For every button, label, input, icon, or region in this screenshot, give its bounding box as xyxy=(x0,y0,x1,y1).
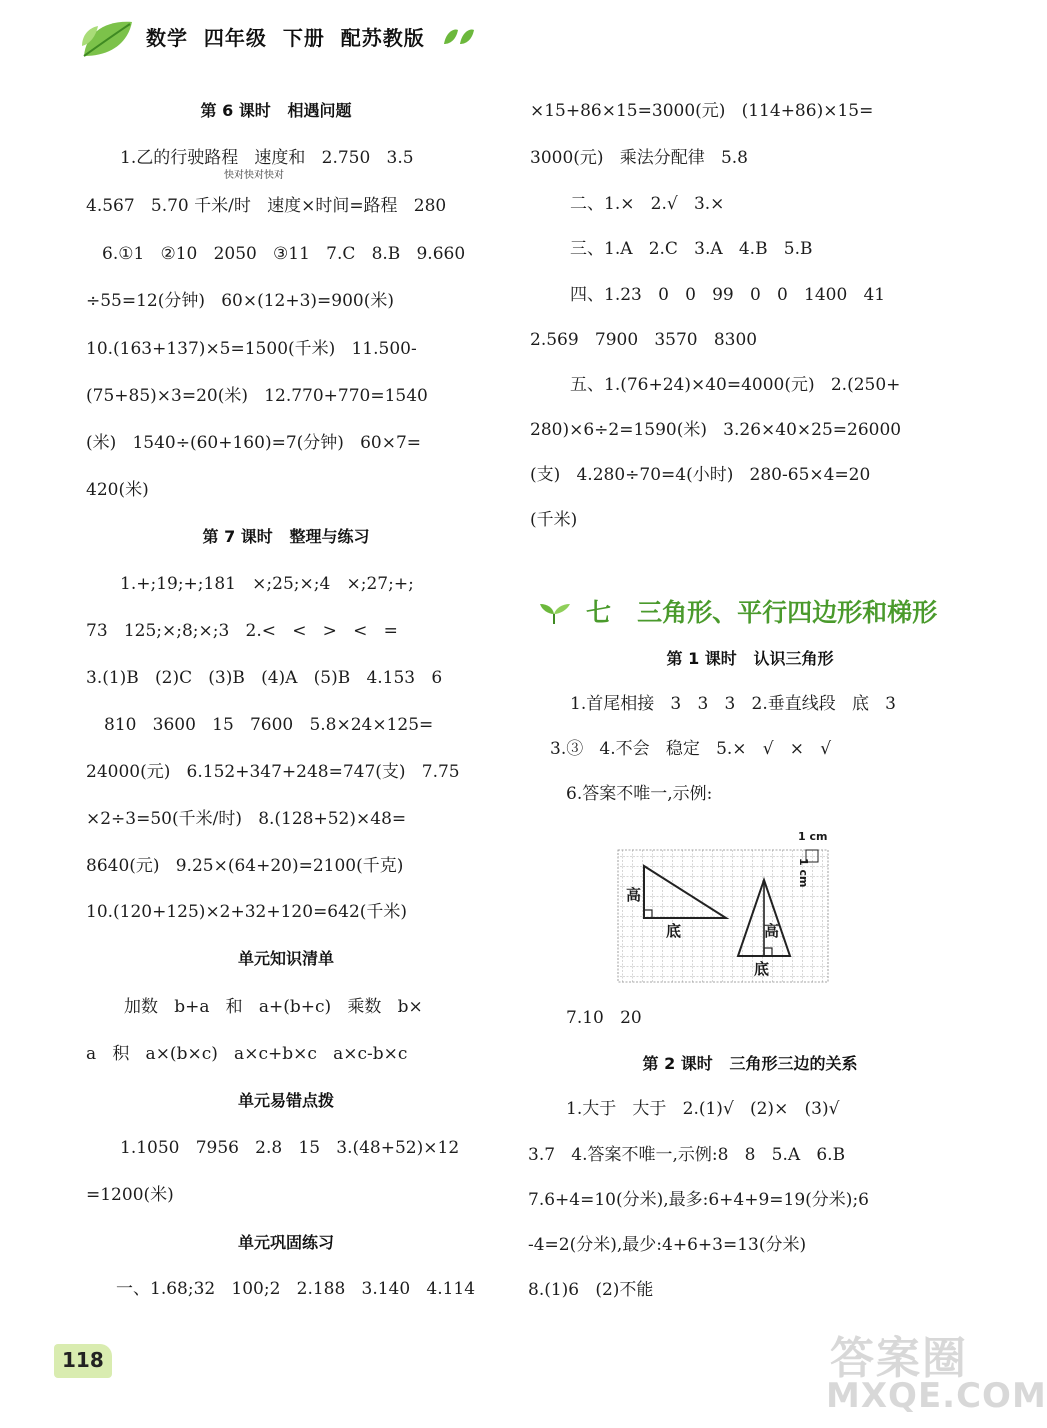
answer-line: 7.6+4=10(分米),最多:6+4+9=19(分米);6 xyxy=(528,1190,869,1210)
knowledge-heading: 单元知识清单 xyxy=(237,949,334,968)
answer-line: 3.(1)B (2)C (3)B (4)A (5)B 4.153 6 xyxy=(86,668,443,688)
answer-line: 四、1.23 0 0 99 0 0 1400 41 xyxy=(570,285,886,305)
answer-line: 2.569 7900 3570 8300 xyxy=(530,330,758,350)
page-number: 118 xyxy=(62,1348,104,1372)
answer-line: 五、1.(76+24)×40=4000(元) 2.(250+ xyxy=(570,375,901,395)
answer-line: 6.答案不唯一,示例: xyxy=(566,784,713,804)
answer-line: 10.(120+125)×2+32+120=642(千米) xyxy=(86,902,408,922)
leaf-logo-icon xyxy=(80,16,136,60)
answer-line: a 积 a×(b×c) a×c+b×c a×c-b×c xyxy=(86,1044,408,1064)
answer-line: 420(米) xyxy=(86,480,149,500)
unit-label-horizontal: 1 cm xyxy=(798,830,828,843)
answer-line: ×15+86×15=3000(元) (114+86)×15= xyxy=(530,101,874,121)
answer-line: 280)×6÷2=1590(米) 3.26×40×25=26000 xyxy=(530,420,902,440)
answer-line: 6.①1 ②10 2050 ③11 7.C 8.B 9.660 xyxy=(102,244,466,264)
watermark-text: 答案圈 xyxy=(830,1333,968,1384)
answer-line: 加数 b+a 和 a+(b+c) 乘数 b× xyxy=(124,997,423,1017)
unit7-title: 七 三角形、平行四边形和梯形 xyxy=(586,598,938,627)
answer-line: 1.首尾相接 3 3 3 2.垂直线段 底 3 xyxy=(570,694,896,714)
right-triangle-base-label: 底 xyxy=(754,960,770,978)
answer-line: 一、1.68;32 100;2 2.188 3.140 4.114 xyxy=(116,1279,476,1299)
right-triangle-height-label: 高 xyxy=(764,922,780,940)
answer-line: 1.乙的行驶路程 速度和 2.750 3.5 xyxy=(120,148,414,168)
answer-line: 1.+;19;+;181 ×;25;×;4 ×;27;+; xyxy=(120,574,414,594)
answer-line: ÷55=12(分钟) 60×(12+3)=900(米) xyxy=(86,291,395,311)
answer-line: 7.10 20 xyxy=(566,1008,642,1028)
lesson1-heading: 第 1 课时 认识三角形 xyxy=(666,649,834,668)
answer-line: 8640(元) 9.25×(64+20)=2100(千克) xyxy=(86,856,404,876)
triangle-grid-diagram xyxy=(612,826,842,992)
watermark-url: MXQE.COM xyxy=(826,1376,1047,1416)
lesson7-heading: 第 7 课时 整理与练习 xyxy=(202,527,370,546)
answer-line: 三、1.A 2.C 3.A 4.B 5.B xyxy=(570,239,813,259)
page-header xyxy=(80,12,500,62)
left-triangle-base-label: 底 xyxy=(666,922,682,940)
answer-line: -4=2(分米),最少:4+6+3=13(分米) xyxy=(528,1235,807,1255)
answer-line: 1.1050 7956 2.8 15 3.(48+52)×12 xyxy=(120,1138,460,1158)
answer-line: 3.③ 4.不会 稳定 5.× √ × √ xyxy=(550,739,832,759)
consolidation-heading: 单元巩固练习 xyxy=(237,1233,334,1252)
leaf-decoration-icon xyxy=(442,26,476,48)
watermark xyxy=(820,1322,1047,1422)
unit-label-vertical: 1 cm xyxy=(797,858,810,888)
answer-line: (支) 4.280÷70=4(小时) 280-65×4=20 xyxy=(530,465,871,485)
answer-line: =1200(米) xyxy=(86,1185,174,1205)
answer-line: 73 125;×;8;×;3 2.< < > < = xyxy=(86,621,398,641)
answer-line: (千米) xyxy=(530,510,578,530)
triangle-figure xyxy=(612,826,842,992)
answer-line: (75+85)×3=20(米) 12.770+770=1540 xyxy=(86,386,428,406)
page-number-badge xyxy=(54,1344,112,1378)
answer-line: 810 3600 15 7600 5.8×24×125= xyxy=(104,715,434,735)
answer-line: ×2÷3=50(千米/时) 8.(128+52)×48= xyxy=(86,809,407,829)
left-triangle-height-label: 高 xyxy=(626,886,642,904)
answer-line: 1.大于 大于 2.(1)√ (2)× (3)√ xyxy=(566,1099,840,1119)
answer-line: (米) 1540÷(60+160)=7(分钟) 60×7= xyxy=(86,433,422,453)
lesson6-heading: 第 6 课时 相遇问题 xyxy=(200,101,352,120)
answer-line: 3000(元) 乘法分配律 5.8 xyxy=(530,148,748,168)
handwriting-note: 快对快对快对 xyxy=(224,170,284,181)
mistakes-heading: 单元易错点拨 xyxy=(237,1091,334,1110)
answer-line: 8.(1)6 (2)不能 xyxy=(528,1280,654,1300)
answer-line: 3.7 4.答案不唯一,示例:8 8 5.A 6.B xyxy=(528,1145,846,1165)
answer-line: 24000(元) 6.152+347+248=747(支) 7.75 xyxy=(86,762,460,782)
answer-line: 4.567 5.70 千米/时 速度×时间=路程 280 xyxy=(86,196,447,216)
unit7-heading xyxy=(538,596,958,632)
sprout-icon xyxy=(538,602,572,626)
answer-line: 10.(163+137)×5=1500(千米) 11.500- xyxy=(86,339,417,359)
answer-line: 二、1.× 2.√ 3.× xyxy=(570,194,725,214)
lesson2-heading: 第 2 课时 三角形三边的关系 xyxy=(642,1054,858,1073)
header-title: 数学 四年级 下册 配苏教版 xyxy=(146,26,425,50)
